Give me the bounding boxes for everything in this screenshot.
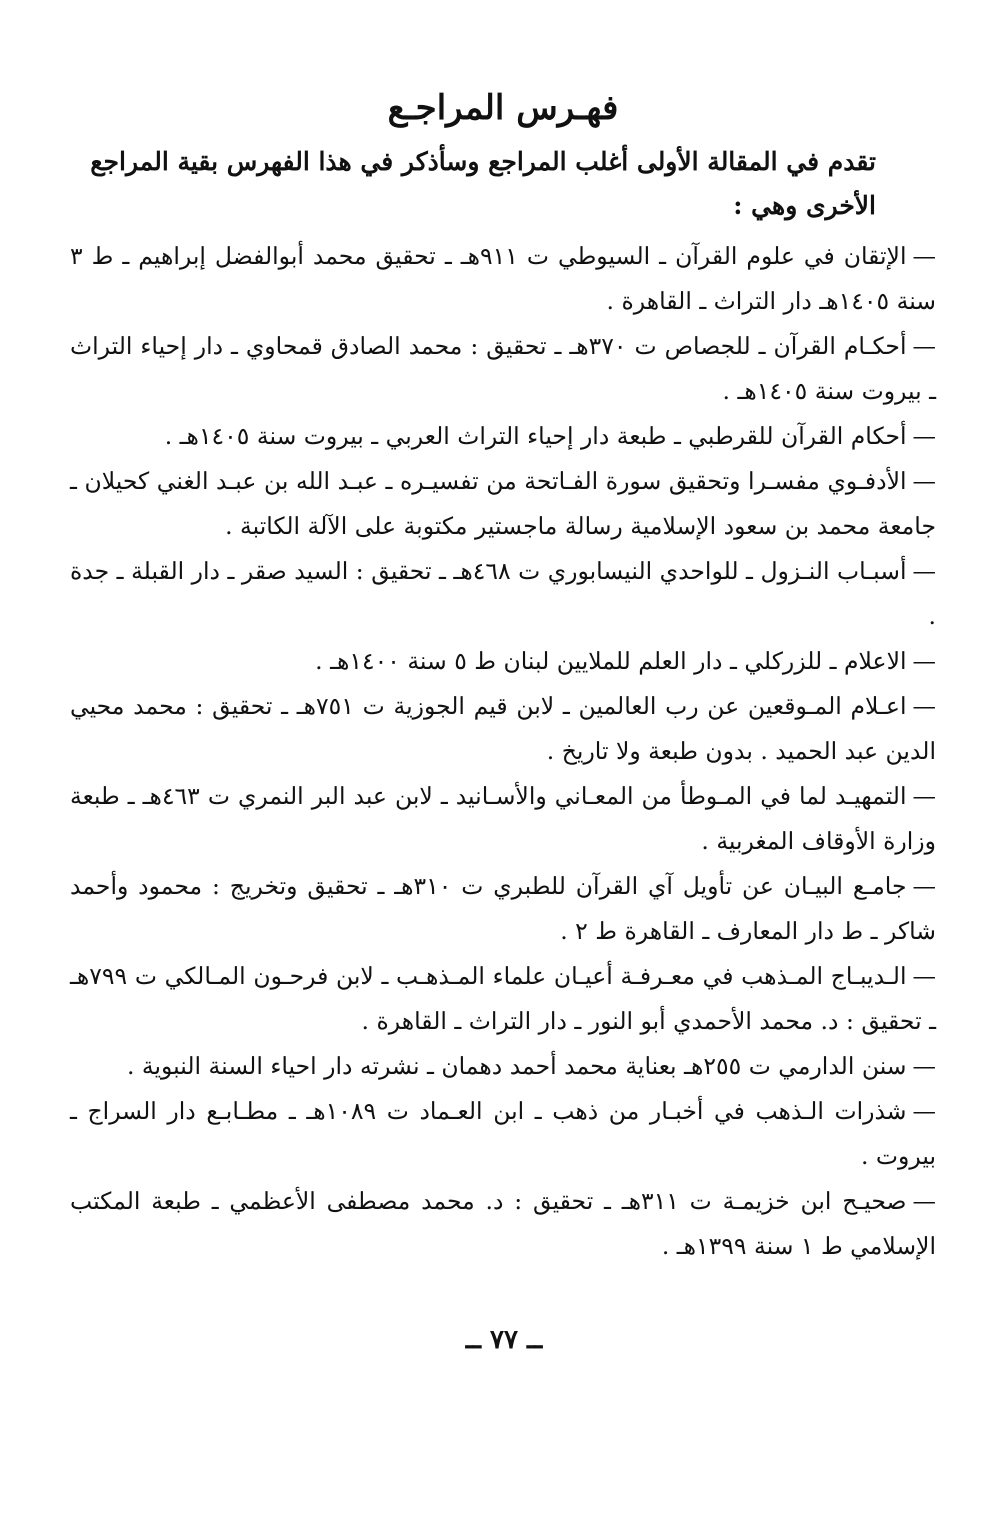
page-number: ــ ٧٧ ــ — [465, 1325, 543, 1355]
reference-text: الـديبـاج المـذهب في معـرفـة أعيـان علماء المـذهـب ـ لابن فرحـون المـالكي ت ٧٩٩هـ ـ تحقيق : د. محمد الأحمدي أبو النور ـ دار التراث ـ القاهرة . — [70, 962, 936, 1035]
reference-text: جامـع البيـان عن تأويل آي القرآن للطبري ت ٣١٠هـ ـ تحقيق وتخريج : محمود وأحمد شاكر ـ ط دار المعارف ـ القاهرة ط ٢ . — [70, 872, 936, 945]
reference-text: أسبـاب النـزول ـ للواحدي النيسابوري ت ٤٦٨هـ ـ تحقيق : السيد صقر ـ دار القبلة ـ جدة . — [70, 557, 936, 630]
entry-dash: — — [912, 647, 936, 675]
reference-text: صحيـح ابن خزيمـة ت ٣١١هـ ـ تحقيق : د. محمد مصطفى الأعظمي ـ طبعة المكتب الإسلامي ط ١ سنة ١٣٩٩هـ . — [70, 1187, 936, 1260]
references-list — [70, 234, 936, 1269]
reference-entry — [70, 1044, 936, 1089]
reference-text: الأدفـوي مفسـرا وتحقيق سورة الفـاتحة من تفسيـره ـ عبـد الله بن عبـد الغني كحيلان ـ جامعة محمد بن سعود الإسلامية رسالة ماجستير مكتوبة على الآلة الكاتبة . — [70, 467, 936, 540]
reference-entry — [70, 954, 936, 1044]
reference-entry — [70, 414, 936, 459]
entry-dash: — — [912, 1187, 936, 1215]
reference-text: الإتقان في علوم القرآن ـ السيوطي ت ٩١١هـ ـ تحقيق محمد أبوالفضل إبراهيم ـ ط ٣ سنة ١٤٠٥هـ دار التراث ـ القاهرة . — [70, 242, 936, 315]
reference-entry — [70, 324, 936, 414]
entry-dash: — — [912, 782, 936, 810]
reference-entry — [70, 774, 936, 864]
reference-text: أحكام القرآن للقرطبي ـ طبعة دار إحياء التراث العربي ـ بيروت سنة ١٤٠٥هـ . — [164, 422, 907, 450]
reference-text: أحكـام القرآن ـ للجصاص ت ٣٧٠هـ ـ تحقيق : محمد الصادق قمحاوي ـ دار إحياء التراث ـ بيروت سنة ١٤٠٥هـ . — [70, 332, 936, 405]
reference-entry — [70, 864, 936, 954]
entry-dash: — — [912, 467, 936, 495]
reference-entry — [70, 1089, 936, 1179]
reference-text: سنن الدارمي ت ٢٥٥هـ بعناية محمد أحمد دهمان ـ نشرته دار احياء السنة النبوية . — [126, 1052, 907, 1080]
entry-dash: — — [912, 962, 936, 990]
entry-dash: — — [912, 557, 936, 585]
entry-dash: — — [912, 332, 936, 360]
entry-dash: — — [912, 1097, 936, 1125]
intro-paragraph: تقدم في المقالة الأولى أغلب المراجع وسأذكر في هذا الفهرس بقية المراجع الأخرى وهي : — [90, 147, 876, 220]
reference-text: الاعلام ـ للزركلي ـ دار العلم للملايين لبنان ط ٥ سنة ١٤٠٠هـ . — [315, 647, 907, 675]
entry-dash: — — [912, 1052, 936, 1080]
page-title: فهـرس المراجـع — [387, 88, 619, 128]
reference-entry — [70, 459, 936, 549]
reference-entry — [70, 684, 936, 774]
entry-dash: — — [912, 872, 936, 900]
reference-text: التمهيـد لما في المـوطأ من المعـاني والأسـانيد ـ لابن عبد البر النمري ت ٤٦٣هـ ـ طبعة وزارة الأوقاف المغربية . — [70, 782, 936, 855]
entry-dash: — — [912, 422, 936, 450]
document-page — [70, 80, 936, 1500]
reference-text: شذرات الـذهب في أخبـار من ذهب ـ ابن العـماد ت ١٠٨٩هـ ـ مطـابـع دار السراج ـ بيروت . — [70, 1097, 936, 1170]
reference-entry — [70, 549, 936, 639]
reference-text: اعـلام المـوقعين عن رب العالمين ـ لابن قيم الجوزية ت ٧٥١هـ ـ تحقيق : محمد محيي الدين عبد الحميد . بدون طبعة ولا تاريخ . — [70, 692, 936, 765]
reference-entry — [70, 234, 936, 324]
entry-dash: — — [912, 242, 936, 270]
reference-entry — [70, 639, 936, 684]
entry-dash: — — [912, 692, 936, 720]
reference-entry — [70, 1179, 936, 1269]
